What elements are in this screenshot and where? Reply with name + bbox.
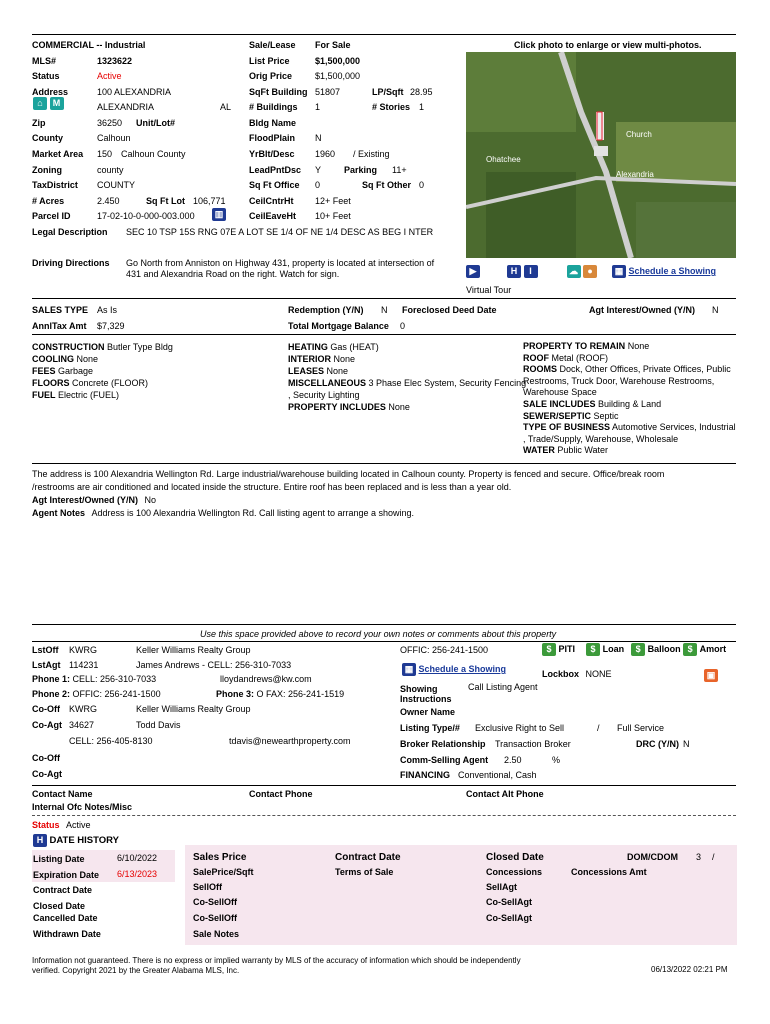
closed-date-label: Closed Date (33, 901, 86, 911)
withdrawn-date-label: Withdrawn Date (33, 929, 101, 939)
info-icon[interactable]: I (524, 265, 538, 278)
lockbox (542, 669, 612, 679)
dom-label: DOM/CDOM (627, 852, 678, 862)
orig-price-value: $1,500,000 (315, 71, 361, 81)
legal-label: Legal Description (32, 227, 108, 237)
sale-lease-value: For Sale (315, 40, 351, 50)
coagt-email[interactable]: tdavis@newearthproperty.com (229, 736, 351, 746)
ceilcntr-label: CeilCntrHt (249, 196, 294, 206)
property-photo[interactable] (466, 52, 736, 258)
driving-line2: 431 and Alexandria Road on the right. Watch for sign. (126, 269, 340, 279)
address-line2: ALEXANDRIA (97, 102, 155, 112)
legal-value: SEC 10 TSP 15S RNG 07E A LOT SE 1/4 OF NE 1/4 DESC AS BEG I NTER (126, 227, 434, 237)
rooms-value-2: Restrooms, Truck Door, Warehouse Restrooms, (523, 375, 715, 386)
status2 (32, 820, 91, 830)
drc-label: DRC (Y/N) (636, 739, 679, 749)
listing-date-value: 6/10/2022 (117, 853, 158, 863)
bldg-name-label: Bldg Name (249, 118, 297, 128)
stories-value: 1 (419, 102, 425, 112)
broker-value: Transaction Broker (495, 739, 571, 749)
phone1-label: Phone 1: (32, 674, 71, 684)
sqft-other-value: 0 (419, 180, 425, 190)
lockbox-icon[interactable]: ▣ (704, 669, 718, 682)
owner-label: Owner Name (400, 707, 456, 717)
cosellagt1-label: Co-SellAgt (486, 897, 532, 907)
floors-label: FLOORS (32, 378, 70, 388)
schedule-showing-label: Schedule a Showing (628, 265, 717, 276)
yrblt-desc: / Existing (353, 149, 390, 159)
contact-name-label: Contact Name (32, 789, 93, 799)
total-mortgage-value: 0 (400, 321, 406, 331)
comm-unit: % (552, 755, 561, 765)
leadpnt-value: Y (315, 165, 322, 175)
map-icon[interactable]: ⌂ (33, 97, 47, 110)
phone3-value: O FAX: 256-241-1519 (256, 689, 345, 699)
cooff-name: Keller Williams Realty Group (136, 704, 251, 714)
parcel-value: 17-02-10-0-000-003.000 (97, 211, 195, 221)
sewer-value: Septic (593, 410, 619, 421)
calendar-icon: ▦ (612, 265, 626, 278)
phone1-value: CELL: 256-310-7033 (72, 674, 157, 684)
features-col3 (523, 341, 736, 457)
market-num: 150 (97, 149, 113, 159)
prop-incl-value: None (388, 402, 410, 412)
cooling-label: COOLING (32, 354, 74, 364)
virtual-tour-icon[interactable]: ▶ (466, 265, 480, 278)
address-state: AL (220, 102, 232, 112)
coagt-name: Todd Davis (136, 720, 181, 730)
rule-sales (32, 298, 736, 299)
business-label: TYPE OF BUSINESS (523, 422, 611, 433)
zip-value: 36250 (97, 118, 123, 128)
water-value: Public Water (557, 445, 609, 456)
lockbox-value: NONE (585, 669, 612, 679)
listing-type-sep: / (597, 723, 600, 733)
interior-label: INTERIOR (288, 354, 332, 364)
remain-value: None (627, 341, 650, 351)
phone2-label: Phone 2: (32, 689, 71, 699)
lockbox-label: Lockbox (542, 669, 580, 679)
parking-label: Parking (344, 165, 378, 175)
mls-value: 1323622 (97, 56, 133, 66)
photo-icon-row (466, 265, 597, 278)
agent-notes-label: Agent Notes (32, 508, 86, 518)
remarks-line1: The address is 100 Alexandria Wellington Rd. Large industrial/warehouse building located in Calhoun county. Property is fenced and secure. Office/break room (32, 469, 665, 479)
lp-sqft-value: 28.95 (410, 87, 433, 97)
cooff2-label: Co-Off (32, 753, 60, 763)
lstoff-label: LstOff (32, 645, 59, 655)
total-mortgage-label: Total Mortgage Balance (288, 321, 389, 331)
listing-type-value: Exclusive Right to Sell (475, 723, 565, 733)
remarks-agt-interest-value: No (144, 495, 157, 505)
phone3-label: Phone 3: (216, 689, 255, 699)
leases-value: None (326, 366, 349, 376)
contact-phone-label: Contact Phone (249, 789, 313, 799)
prop-incl-label: PROPERTY INCLUDES (288, 402, 386, 412)
yrblt-label: YrBlt/Desc (249, 149, 295, 159)
misc-value-2: , Security Lighting (288, 390, 360, 400)
phone1 (32, 674, 156, 684)
listing-type-label: Listing Type/# (400, 723, 460, 733)
cosellagt2-label: Co-SellAgt (486, 913, 532, 923)
features-col2 (288, 341, 526, 413)
stories-label: # Stories (372, 102, 411, 112)
heating-value: Gas (HEAT) (330, 342, 379, 352)
roof-value: Metal (ROOF) (551, 352, 609, 363)
top-rule (32, 34, 736, 35)
taxdistrict-label: TaxDistrict (32, 180, 78, 190)
status-value: Active (97, 71, 122, 81)
orig-price-label: Orig Price (249, 71, 293, 81)
acres-label: # Acres (32, 196, 65, 206)
list-price-label: List Price (249, 56, 290, 66)
sale-lease-label: Sale/Lease (249, 40, 296, 50)
concessions-amt-label: Concessions Amt (571, 867, 647, 877)
rule-notes (32, 624, 736, 625)
rule-contact (32, 785, 736, 786)
coagt2-label: Co-Agt (32, 769, 62, 779)
sale-incl-label: SALE INCLUDES (523, 398, 596, 409)
coagt-value: 34627 (69, 720, 95, 730)
lstagt-value: 114231 (69, 660, 99, 670)
financing-value: Conventional, Cash (458, 770, 537, 780)
parking-value: 11+ (392, 165, 407, 175)
internal-notes-label: Internal Ofc Notes/Misc (32, 802, 133, 812)
sqft-building-value: 51807 (315, 87, 341, 97)
misc-value: 3 Phase Elec System, Security Fencing (368, 378, 527, 388)
redemption-label: Redemption (Y/N) (288, 305, 364, 315)
taxdistrict-value: COUNTY (97, 180, 135, 190)
office-phone: OFFIC: 256-241-1500 (400, 645, 489, 655)
footer-disclaimer-2: verified. Copyright 2021 by the Greater Alabama MLS, Inc. (32, 966, 240, 975)
address-label: Address (32, 87, 69, 97)
water-label: WATER (523, 445, 555, 456)
floodplain-label: FloodPlain (249, 133, 295, 143)
sqftlot-label: Sq Ft Lot (146, 196, 185, 206)
cosell1-label: Co-SellOff (193, 897, 237, 907)
fees-label: FEES (32, 366, 56, 376)
date-history-title: DATE HISTORY (49, 834, 120, 846)
dom-value: 3 (696, 852, 702, 862)
virtual-tour-label[interactable]: Virtual Tour (466, 285, 512, 295)
remarks-agt-interest-label: Agt Interest/Owned (Y/N) (32, 495, 139, 505)
sqft-office-label: Sq Ft Office (249, 180, 300, 190)
floors-value: Concrete (FLOOR) (72, 378, 149, 388)
cosell2-label: Co-SellOff (193, 913, 237, 923)
address-icons (33, 97, 64, 110)
remain-label: PROPERTY TO REMAIN (523, 341, 626, 351)
sqft-building-label: SqFt Building (249, 87, 308, 97)
lp-sqft-label: LP/Sqft (372, 87, 404, 97)
zip-label: Zip (32, 118, 46, 128)
history-h-icon[interactable]: H (33, 834, 47, 847)
business-value-2: , Trade/Supply, Warehouse, Wholesale (523, 433, 679, 444)
interior-value: None (333, 354, 356, 364)
photo-hint: Click photo to enlarge or view multi-photos. (514, 40, 702, 50)
notes-hint: Use this space provided above to record your own notes or comments about this property (200, 629, 557, 639)
phone3 (216, 689, 344, 699)
foreclosed-label: Foreclosed Deed Date (402, 305, 497, 315)
broker-label: Broker Relationship (400, 739, 486, 749)
construction-label: CONSTRUCTION (32, 342, 105, 352)
rooms-label: ROOMS (523, 364, 558, 375)
acres-value: 2.450 (97, 196, 120, 206)
misc-label: MISCELLANEOUS (288, 378, 367, 388)
cooling-value: None (76, 354, 99, 364)
status2-label: Status (32, 820, 60, 830)
rule-office (32, 641, 736, 642)
people-icon[interactable]: ● (583, 265, 597, 278)
category: COMMERCIAL -- Industrial (32, 40, 146, 50)
unit-label: Unit/Lot# (136, 118, 175, 128)
agent-notes (32, 508, 414, 518)
calendar-icon-2: ▦ (402, 663, 416, 676)
map-label-ohatchee: Ohatchee (486, 155, 521, 164)
piti-dollar-icon[interactable]: $ (542, 643, 556, 656)
phone2 (32, 689, 161, 699)
zoning-value: county (97, 165, 124, 175)
cdom-sep: / (712, 852, 715, 862)
finance-calculators (542, 643, 726, 656)
phone2-value: OFFIC: 256-241-1500 (72, 689, 161, 699)
financing-label: FINANCING (400, 770, 450, 780)
listing-date-label: Listing Date (33, 854, 85, 864)
sale-notes-label: Sale Notes (193, 929, 240, 939)
date-history-header (33, 834, 119, 847)
lstoff-value: KWRG (69, 645, 97, 655)
sales-type-label: SALES TYPE (32, 305, 89, 315)
zoning-label: Zoning (32, 165, 62, 175)
contract-date-col-label: Contract Date (335, 852, 401, 863)
agent-notes-value: Address is 100 Alexandria Wellington Rd. Call listing agent to arrange a showing. (91, 508, 415, 518)
driving-label: Driving Directions (32, 258, 110, 268)
loan-dollar-icon[interactable]: $ (586, 643, 600, 656)
balloon-label[interactable]: Balloon (647, 643, 681, 654)
rule-status (32, 815, 736, 816)
coagt-label: Co-Agt (32, 720, 62, 730)
footer-timestamp: 06/13/2022 02:21 PM (651, 965, 728, 974)
remarks-agt-interest (32, 495, 156, 505)
rooms-value: Dock, Other Offices, Private Offices, Public (559, 364, 731, 375)
address-line1: 100 ALEXANDRIA (97, 87, 172, 97)
map-label-town: Alexandria (616, 170, 654, 179)
lstoff-name: Keller Williams Realty Group (136, 645, 251, 655)
rule-features (32, 334, 736, 335)
market-label: Market Area (32, 149, 84, 159)
sales-price-label: Sales Price (193, 852, 247, 863)
sales-type-value: As Is (97, 305, 118, 315)
ceileave-label: CeilEaveHt (249, 211, 297, 221)
leadpnt-label: LeadPntDsc (249, 165, 302, 175)
showing-label-2: Instructions (400, 694, 452, 704)
yrblt-value: 1960 (315, 149, 336, 159)
amort-label[interactable]: Amort (699, 643, 727, 654)
mls-label: MLS# (32, 56, 57, 66)
sale-incl-value: Building & Land (598, 398, 662, 409)
balloon-dollar-icon[interactable]: $ (631, 643, 645, 656)
status-label: Status (32, 71, 60, 81)
piti-label[interactable]: PITI (558, 643, 576, 654)
schedule-showing-link-2[interactable] (402, 663, 506, 676)
fuel-value: Electric (FUEL) (58, 390, 120, 400)
sqft-other-label: Sq Ft Other (362, 180, 411, 190)
ceilcntr-value: 12+ Feet (315, 196, 351, 206)
terms-label: Terms of Sale (335, 867, 394, 877)
closed-date-col-label: Closed Date (486, 852, 544, 863)
m-icon[interactable]: M (50, 97, 64, 110)
schedule-showing-link[interactable] (612, 265, 716, 278)
leases-label: LEASES (288, 366, 325, 376)
contact-alt-label: Contact Alt Phone (466, 789, 544, 799)
business-value: Automotive Services, Industrial (612, 422, 736, 433)
comm-value: 2.50 (504, 755, 522, 765)
sqftlot-value: 106,771 (193, 196, 226, 206)
construction-value: Butler Type Bldg (107, 342, 173, 352)
lstagt-name: James Andrews - CELL: 256-310-7033 (136, 660, 292, 670)
cooff-value: KWRG (69, 704, 97, 714)
comm-label: Comm-Selling Agent (400, 755, 489, 765)
h-icon[interactable]: H (507, 265, 521, 278)
tax-icon[interactable]: ▥ (212, 208, 226, 221)
sellagt-label: SellAgt (486, 882, 518, 892)
cancelled-date-label: Cancelled Date (33, 913, 98, 923)
anntax-label: AnnlTax Amt (32, 321, 87, 331)
county-value: Calhoun (97, 133, 131, 143)
roof-label: ROOF (523, 352, 549, 363)
buildings-label: # Buildings (249, 102, 298, 112)
floodplain-value: N (315, 133, 322, 143)
fuel-label: FUEL (32, 390, 56, 400)
market-value: Calhoun County (121, 149, 186, 159)
drc-value: N (683, 739, 690, 749)
expiration-label: Expiration Date (33, 870, 100, 880)
heating-label: HEATING (288, 342, 328, 352)
email1[interactable]: lloydandrews@kw.com (220, 674, 312, 684)
driving-line1: Go North from Anniston on Highway 431, property is located at intersection of (126, 258, 435, 268)
contract-date-label: Contract Date (33, 885, 93, 895)
features-col1 (32, 341, 173, 401)
parcel-label: Parcel ID (32, 211, 71, 221)
redemption-value: N (381, 305, 388, 315)
showing-value: Call Listing Agent (468, 682, 538, 692)
listing-service: Full Service (617, 723, 665, 733)
buildings-value: 1 (315, 102, 321, 112)
footer-disclaimer-1: Information not guaranteed. There is no express or implied warranty by MLS of the accuracy of information which should be independently (32, 956, 521, 965)
map-label-church: Church (626, 130, 652, 139)
anntax-value: $7,329 (97, 321, 125, 331)
ceileave-value: 10+ Feet (315, 211, 351, 221)
county-label: County (32, 133, 63, 143)
sales-agt-interest-value: N (712, 305, 719, 315)
selloff-label: SellOff (193, 882, 223, 892)
sqft-office-value: 0 (315, 180, 321, 190)
remarks-line2: /restrooms are air conditioned and located inside the structure. Entire roof has been replaced and is less than a year old. (32, 482, 512, 492)
schedule-showing-label-2: Schedule a Showing (418, 663, 507, 674)
sales-agt-interest-label: Agt Interest/Owned (Y/N) (589, 305, 696, 315)
showing-label-1: Showing (400, 684, 438, 694)
status2-value: Active (66, 820, 91, 830)
price-sqft-label: SalePrice/Sqft (193, 867, 254, 877)
expiration-value: 6/13/2023 (117, 869, 158, 879)
rule-remarks (32, 463, 736, 464)
loan-label[interactable]: Loan (602, 643, 625, 654)
fees-value: Garbage (58, 366, 94, 376)
rooms-value-3: Warehouse Space (523, 387, 597, 398)
amort-dollar-icon[interactable]: $ (683, 643, 697, 656)
concessions-label: Concessions (486, 867, 543, 877)
cloud-icon[interactable]: ☁ (567, 265, 581, 278)
list-price-value: $1,500,000 (315, 56, 361, 66)
coagt-cell: CELL: 256-405-8130 (69, 736, 153, 746)
lstagt-label: LstAgt (32, 660, 61, 670)
sewer-label: SEWER/SEPTIC (523, 410, 592, 421)
cooff-label: Co-Off (32, 704, 60, 714)
